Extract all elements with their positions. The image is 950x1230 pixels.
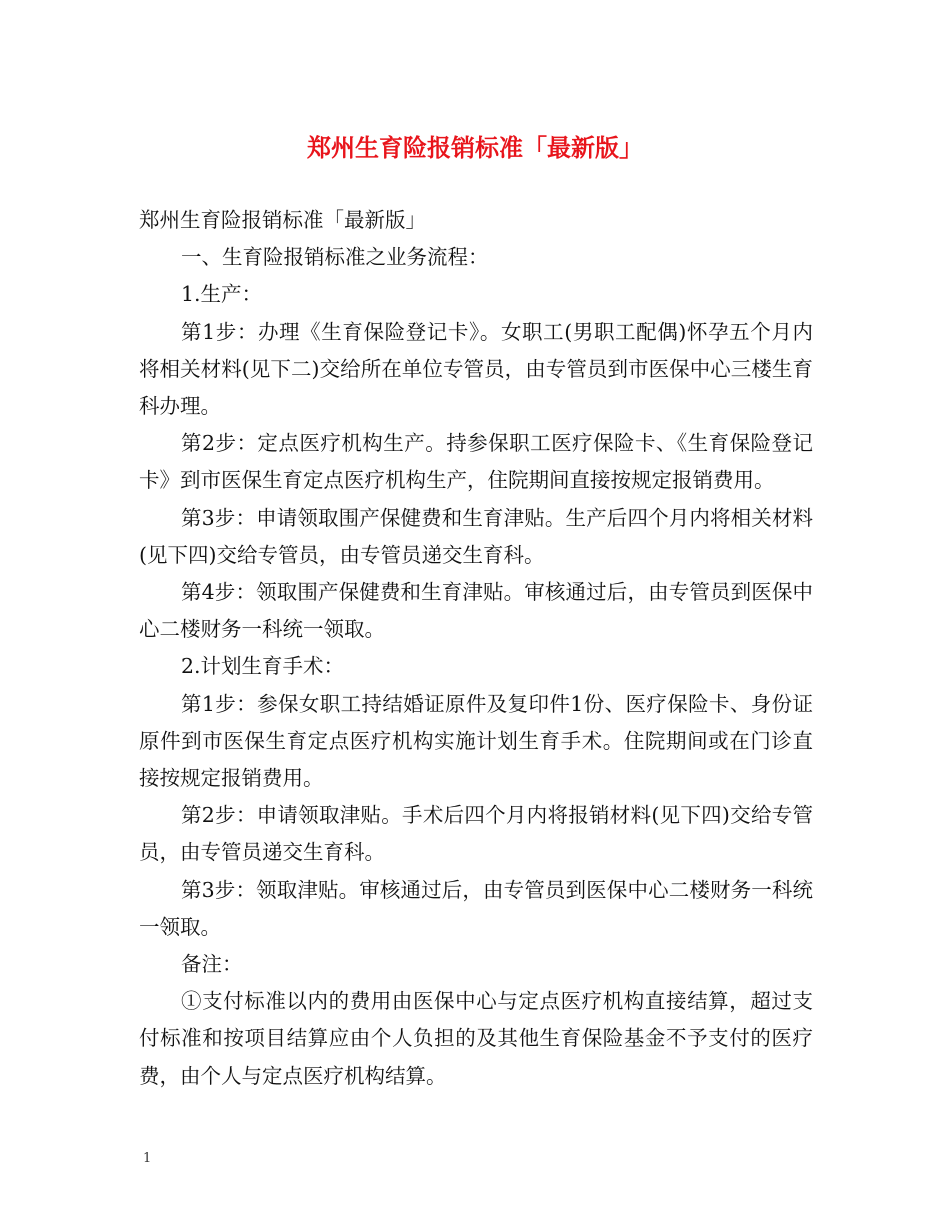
document-body	[139, 202, 813, 1095]
subsection-heading: 2.计划生育手术：	[181, 654, 345, 679]
note-heading: 备注：	[181, 952, 243, 977]
paragraph: 第4步：领取围产保健费和生育津贴。审核通过后，由专管员到医保中心二楼财务一科统一领取。	[139, 580, 813, 642]
paragraph: 第1步：办理《生育保险登记卡》。女职工(男职工配偶)怀孕五个月内将相关材料(见下二)交给所在单位专管员，由专管员到市医保中心三楼生育科办理。	[139, 319, 813, 419]
paragraph: 第2步：申请领取津贴。手术后四个月内将报销材料(见下四)交给专管员，由专管员递交生育科。	[139, 803, 813, 865]
paragraph: ①支付标准以内的费用由医保中心与定点医疗机构直接结算，超过支付标准和按项目结算应由个人负担的及其他生育保险基金不予支付的医疗费，由个人与定点医疗机构结算。	[139, 989, 813, 1088]
body-heading: 郑州生育险报销标准「最新版」	[139, 208, 426, 232]
subsection-heading: 1.生产：	[181, 282, 263, 307]
paragraph: 第2步：定点医疗机构生产。持参保职工医疗保险卡、《生育保险登记卡》到市医保生育定点医疗机构生产，住院期间直接按规定报销费用。	[139, 431, 813, 493]
paragraph: 第3步：领取津贴。审核通过后，由专管员到医保中心二楼财务一科统一领取。	[139, 877, 813, 939]
paragraph: 第3步：申请领取围产保健费和生育津贴。生产后四个月内将相关材料(见下四)交给专管员，由专管员递交生育科。	[139, 505, 813, 567]
paragraph: 第1步：参保女职工持结婚证原件及复印件1份、医疗保险卡、身份证原件到市医保生育定点医疗机构实施计划生育手术。住院期间或在门诊直接按规定报销费用。	[139, 691, 813, 791]
section-heading: 一、生育险报销标准之业务流程：	[181, 245, 489, 270]
page-number: 1	[143, 1151, 152, 1166]
document-title: 郑州生育险报销标准「最新版」	[307, 133, 643, 162]
